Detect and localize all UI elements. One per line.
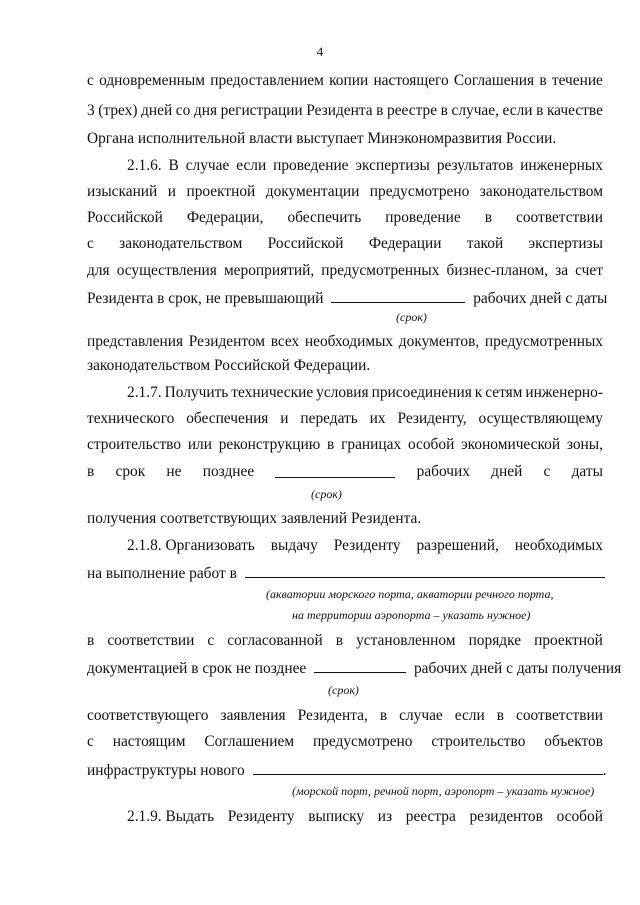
word: инженерных <box>520 157 603 174</box>
word: проведение <box>385 209 461 226</box>
hint-caption: (морской порт, речной порт, аэропорт – указать нужное) <box>292 784 595 798</box>
word: если <box>236 157 267 174</box>
word: к <box>474 384 483 401</box>
text-line <box>87 183 603 201</box>
word: осуществляющему <box>478 410 603 427</box>
word: в <box>327 436 335 453</box>
word: выписку <box>308 808 365 825</box>
text-line: законодательством Российской Федерации. <box>87 357 371 374</box>
word: и <box>280 410 289 427</box>
word: выдачу <box>270 537 318 554</box>
text-line <box>87 262 603 280</box>
word: Резидента <box>306 102 373 119</box>
word: 2.1.9. Выдать <box>127 808 215 825</box>
word: реестре <box>387 102 438 119</box>
word: Федерации, <box>186 209 264 226</box>
word: случае <box>185 157 230 174</box>
location-blank-field[interactable] <box>245 563 605 578</box>
word: или <box>187 436 212 453</box>
word: такой <box>466 235 504 252</box>
word: Резиденту <box>227 808 295 825</box>
infrastructure-blank-field[interactable] <box>253 760 603 775</box>
paragraph-2-1-6-start <box>87 157 603 175</box>
word: в <box>335 632 344 649</box>
word: экономической <box>461 436 561 453</box>
word: обеспечения <box>186 410 269 427</box>
word: в <box>376 102 384 119</box>
word: за <box>555 262 569 279</box>
word: присоединения <box>371 384 472 401</box>
word: случае <box>399 707 443 724</box>
word: из <box>377 808 393 825</box>
word: в <box>87 632 95 649</box>
word: с <box>87 733 94 750</box>
word: 2.1.7. <box>127 384 162 401</box>
word: законодательством <box>479 183 603 200</box>
line-text: на выполнение работ в <box>87 565 237 582</box>
word: не <box>166 463 182 480</box>
word: 2.1.8. Организовать <box>127 537 255 554</box>
word: их <box>369 410 386 427</box>
word: резидентов <box>469 808 543 825</box>
term-blank-field[interactable] <box>331 288 465 303</box>
text-line <box>87 235 603 253</box>
word: и <box>167 183 176 200</box>
text-line: Органа исполнительной власти выступает Минэкономразвития России. <box>87 130 557 147</box>
word: соответствующего <box>87 707 209 724</box>
word: Российской <box>87 209 163 226</box>
text-line <box>87 209 603 227</box>
text-line <box>87 72 603 90</box>
word: осуществления <box>116 262 217 279</box>
word: Получить <box>164 384 229 401</box>
word: позднее <box>202 463 255 480</box>
word: даты <box>571 463 603 480</box>
hint-caption: (срок) <box>311 487 342 501</box>
word: строительство <box>431 733 526 750</box>
word: соответствии <box>107 632 195 649</box>
hint-caption: (срок) <box>328 683 359 697</box>
word: результатов <box>436 157 514 174</box>
word: проектной <box>534 632 603 649</box>
word: если <box>454 707 485 724</box>
text-line-with-blank <box>87 760 607 780</box>
word: соответствии <box>516 209 603 226</box>
word: проведение <box>273 157 349 174</box>
word: необходимых <box>514 537 603 554</box>
word: копии <box>329 72 369 89</box>
word: настоящего <box>373 72 449 89</box>
hint-caption: (акватории морского порта, акватории речного порта, <box>266 587 554 601</box>
word: случае, <box>451 102 499 119</box>
text-line <box>87 102 603 120</box>
word: Резидентом <box>188 333 266 350</box>
word: бизнес-планом, <box>446 262 549 279</box>
paragraph-2-1-8-start <box>87 537 603 555</box>
page-number: 4 <box>316 44 324 59</box>
word: рабочих <box>416 463 470 480</box>
word: обеспечить <box>287 209 362 226</box>
word: технические <box>231 384 314 401</box>
line-text: инфраструктуры нового <box>87 762 245 779</box>
word: со <box>175 102 191 119</box>
word: в <box>496 707 505 724</box>
word: в <box>379 707 388 724</box>
word: особой <box>407 436 455 453</box>
word: необходимых <box>304 333 394 350</box>
word: документации <box>265 183 360 200</box>
text-line <box>87 632 603 650</box>
hint-caption: (срок) <box>396 310 427 324</box>
word: границах <box>341 436 402 453</box>
word: согласованной <box>227 632 323 649</box>
word: сетям <box>485 384 523 401</box>
word: срок <box>115 463 146 480</box>
text-line: получения соответствующих заявлений Резидента. <box>87 510 422 527</box>
word: документов, <box>398 333 480 350</box>
word: Российской <box>267 235 344 252</box>
line-text: Резидента в срок, не превышающий <box>87 290 324 307</box>
text-line <box>87 436 603 454</box>
word: заявления <box>220 707 286 724</box>
text-line <box>87 410 603 428</box>
word: технического <box>87 410 175 427</box>
word: объектов <box>544 733 603 750</box>
text-line <box>87 707 603 725</box>
term-blank-field[interactable] <box>275 463 395 478</box>
word: дня <box>193 102 218 119</box>
word: для <box>87 262 110 279</box>
word: Соглашением <box>204 733 295 750</box>
word: в <box>539 72 547 89</box>
word: Федерации <box>368 235 442 252</box>
word: дней <box>491 463 523 480</box>
text-line-with-blank <box>87 658 622 678</box>
word: с <box>87 235 94 252</box>
word: В <box>168 157 179 174</box>
word: 3 <box>87 102 95 119</box>
word: разрешений, <box>416 537 499 554</box>
word: в <box>440 102 448 119</box>
word: в <box>484 209 492 226</box>
word: передать <box>300 410 358 427</box>
word: предоставлением <box>210 72 324 89</box>
word: зоны, <box>566 436 603 453</box>
text-line-with-blank <box>87 288 608 308</box>
word: течение <box>551 72 603 89</box>
word: предусмотрено <box>369 183 470 200</box>
word: законодательством <box>119 235 243 252</box>
word: с <box>543 463 551 480</box>
word: реконструкцию <box>218 436 321 453</box>
word: всех <box>270 333 300 350</box>
word: с <box>87 72 94 89</box>
word: проектной <box>186 183 256 200</box>
word: особой <box>556 808 603 825</box>
line-text: . <box>602 762 607 779</box>
word: с <box>207 632 215 649</box>
text-line <box>87 733 603 751</box>
word: экспертизы <box>355 157 430 174</box>
word: если <box>502 102 533 119</box>
word: Соглашения <box>453 72 535 89</box>
word: одновременным <box>99 72 205 89</box>
line-text: документацией в срок не позднее <box>87 660 307 677</box>
word: предусмотренных <box>321 262 440 279</box>
text-line-with-blank <box>87 563 603 583</box>
word: Резиденту <box>333 537 401 554</box>
hint-caption: на территории аэропорта – указать нужное) <box>292 608 531 622</box>
word: условия <box>316 384 369 401</box>
word: инженерно- <box>525 384 603 401</box>
text-line-with-blank <box>87 463 603 481</box>
word: соответствии <box>516 707 603 724</box>
word: (трех) <box>98 102 138 119</box>
word: мероприятий, <box>223 262 315 279</box>
line-text: рабочих дней с даты получения <box>413 660 622 677</box>
word: представления <box>87 333 184 350</box>
word: счет <box>575 262 603 279</box>
word: качестве <box>546 102 603 119</box>
word: настоящим <box>112 733 186 750</box>
word: установленном <box>356 632 456 649</box>
word: регистрации <box>220 102 303 119</box>
word: в <box>87 463 95 480</box>
word: предусмотрено <box>312 733 413 750</box>
word: в <box>536 102 544 119</box>
word: Резидента, <box>297 707 368 724</box>
word: предусмотренных <box>484 333 603 350</box>
paragraph-2-1-9-start <box>87 808 603 826</box>
word: дней <box>141 102 173 119</box>
word: реестра <box>405 808 456 825</box>
text-line <box>87 333 603 351</box>
word: экспертизы <box>528 235 603 252</box>
word: 2.1.6. <box>127 157 162 174</box>
word: Резиденту, <box>397 410 467 427</box>
word: строительство <box>87 436 182 453</box>
paragraph-2-1-7-start <box>87 384 603 402</box>
line-text: рабочих дней с даты <box>473 290 608 307</box>
word: изысканий <box>87 183 158 200</box>
term-blank-field[interactable] <box>314 658 406 673</box>
word: порядке <box>468 632 522 649</box>
